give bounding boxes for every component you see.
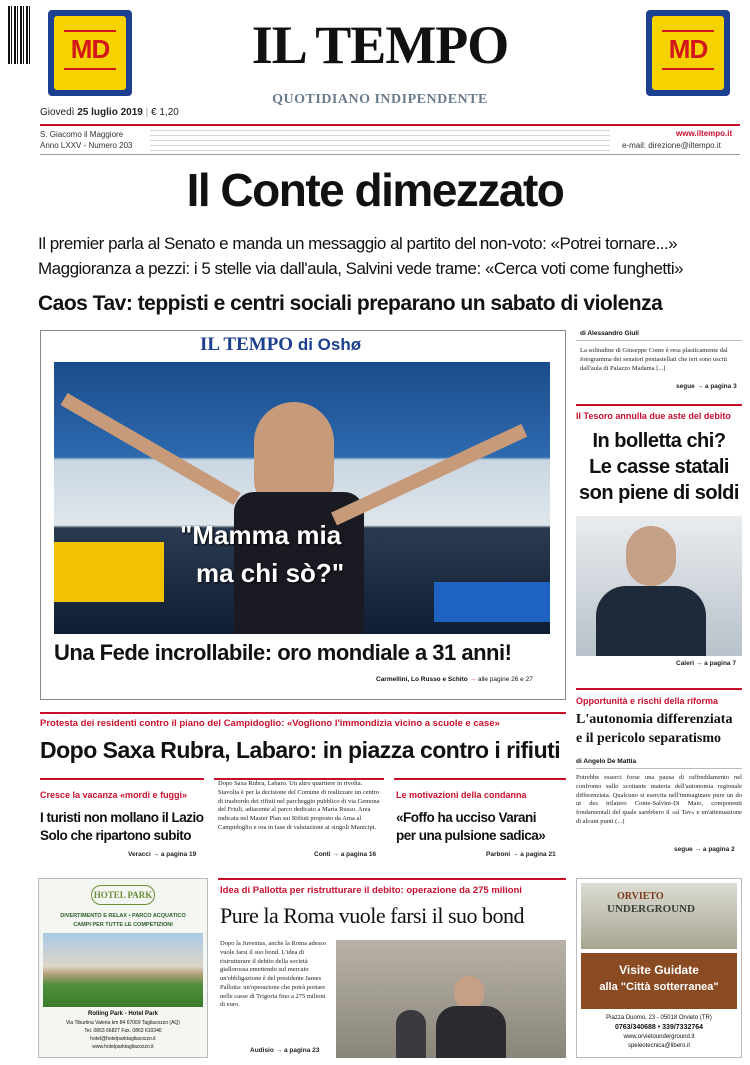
- photo-sign: [54, 542, 164, 602]
- person-suit: [596, 586, 706, 656]
- hotel-address: Via Tiburtina Valeria km 84 67069 Tagliacozzo (AQ): [66, 1020, 180, 1026]
- divider: [40, 712, 566, 714]
- roma-photo[interactable]: [336, 940, 566, 1058]
- feature-headline[interactable]: Una Fede incrollabile: oro mondiale a 31 anni!: [54, 640, 512, 665]
- person-figure: [396, 1010, 426, 1058]
- hotel-line-2: CAMPI PER TUTTE LE COMPETIZIONI: [73, 922, 173, 928]
- lead-deck-3[interactable]: Caos Tav: teppisti e centri sociali preparano un sabato di violenza: [38, 292, 663, 315]
- md-ad-left[interactable]: [48, 10, 132, 96]
- feature-credits: Carmellini, Lo Russo e Schito → alle pagine 26 e 27: [376, 676, 533, 683]
- hotel-photo: [43, 933, 203, 1007]
- treasury-kicker: Il Tesoro annulla due aste del debito: [576, 411, 731, 421]
- divider: [576, 404, 742, 406]
- masthead-title: IL TEMPO: [251, 15, 509, 75]
- orvieto-brand-1: ORVIETO: [617, 891, 664, 902]
- autonomy-line-1[interactable]: L'autonomia differenziata: [576, 712, 733, 727]
- edition: Anno LXXV - Numero 203: [40, 141, 133, 150]
- autonomy-author: di Angelo De Mattia: [576, 758, 637, 765]
- orvieto-ad[interactable]: [576, 878, 742, 1058]
- treasury-line-1[interactable]: In bolletta chi?: [592, 430, 726, 452]
- saxa-headline[interactable]: Dopo Saxa Rubra, Labaro: in piazza contro i rifiuti: [40, 737, 561, 763]
- orvieto-line-2: alla "Città sotterranea": [599, 981, 719, 993]
- divider: [40, 778, 204, 780]
- orvieto-line-1: Visite Guidate: [619, 963, 699, 977]
- website-link[interactable]: www.iltempo.it: [676, 129, 733, 138]
- person-head: [626, 526, 676, 586]
- saint-of-day: S. Giacomo il Maggiore: [40, 130, 124, 139]
- hotel-ad[interactable]: [38, 878, 208, 1058]
- swimmer-arm: [61, 393, 241, 505]
- treasury-ref[interactable]: Caleri → a pagina 7: [676, 660, 736, 667]
- divider: [40, 154, 740, 155]
- lazio-line-1[interactable]: I turisti non mollano il Lazio: [40, 810, 204, 825]
- column-ref[interactable]: segue → a pagina 3: [676, 383, 737, 390]
- autonomy-ref[interactable]: segue → a pagina 2: [674, 846, 735, 853]
- varani-line-1[interactable]: «Foffo ha ucciso Varani: [396, 810, 537, 825]
- hotel-phone: Tel. 0863 66827 Fax. 0863 610346: [84, 1028, 162, 1034]
- divider: [394, 778, 566, 780]
- lazio-kicker: Cresce la vacanza «mordi e fuggi»: [40, 790, 188, 800]
- swimmer-arm: [331, 424, 527, 525]
- lazio-ref[interactable]: Veracci → a pagina 19: [128, 851, 197, 858]
- feature-quote-2: ma chi sò?": [196, 558, 345, 588]
- barcode: [8, 6, 30, 64]
- lead-deck-2: Maggioranza a pezzi: i 5 stelle via dall'aula, Salvini vede trame: «Cerca voti come funghetti»: [38, 259, 684, 278]
- divider: [576, 340, 742, 341]
- divider: [40, 124, 740, 126]
- hotel-logo: HOTEL PARK: [91, 885, 155, 905]
- swimmer-figure: [254, 402, 334, 502]
- roma-text: Dopo la Juventus, anche la Roma adesso vuole farsi il suo bond. L'idea di ristrutturare il debito della società giallorossa emettendo sul mercato un'obbligazione è del presidente James Pallotta: un'operazione che potrà portare nelle casse di Trigoria fino a 275 milioni di euro.: [220, 940, 326, 1009]
- rifiuti-text: Dopo Saxa Rubra, Labaro. Un altro quartiere in rivolta. Stavolta è per la decisione del Comune di realizzare un centro di trasbordo dei rifiuti nel parcheggio pubblico di via Gemona del Friuli, adiacente al parco dedicato a Marta Russo. Area indicata nel Master Plan sui Rifiuti proposto da Ama al Campidoglio e ora in fase di valutazione ai singoli Municipi.: [218, 780, 380, 831]
- person-suit: [436, 1006, 506, 1058]
- treasury-line-3[interactable]: son piene di soldi: [579, 482, 739, 504]
- autonomy-text: Potrebbe esserci forse una pausa di raffreddamento nel confronto sullo scottante materia dell'autonomia regionale differenziata. Qualcuno si esercita nell'immaginare pure un do ut des trilatero Conte-Salvini-Di Maio, componenti fondamentali del quale sarebbero il «sì Tav» e un'attenuazione di alcuni punti (...): [576, 774, 742, 825]
- email-link[interactable]: e-mail: direzione@iltempo.it: [622, 141, 721, 150]
- lead-headline[interactable]: Il Conte dimezzato: [186, 164, 564, 216]
- treasury-line-2[interactable]: Le casse statali: [589, 456, 729, 478]
- orvieto-web[interactable]: www.orvietounderground.it: [623, 1034, 695, 1040]
- orvieto-phones: 0763/340688 • 339/7332764: [614, 1024, 704, 1031]
- orvieto-address: Piazza Duomo, 23 - 05018 Orvieto (TR): [606, 1015, 712, 1021]
- hotel-web[interactable]: www.hotelparktagliacozzo.it: [92, 1044, 154, 1050]
- divider: [576, 688, 742, 690]
- md-logo-right: MD: [668, 34, 708, 64]
- roma-ref[interactable]: Audisio → a pagina 23: [250, 1047, 320, 1054]
- md-logo-left: MD: [70, 34, 110, 64]
- treasury-photo[interactable]: [576, 516, 742, 656]
- issue-date: Giovedì 25 luglio 2019 | € 1,20: [40, 107, 179, 118]
- feature-quote-1: "Mamma mia: [180, 520, 342, 550]
- varani-ref[interactable]: Parboni → a pagina 21: [486, 851, 556, 858]
- lead-deck-1: Il premier parla al Senato e manda un messaggio al partito del non-voto: «Potrei tornare...»: [38, 234, 678, 253]
- saxa-kicker: Protesta dei residenti contro il piano del Campidoglio: «Vogliono l'immondizia vicino a scuole e case»: [40, 718, 500, 729]
- divider: [218, 878, 566, 880]
- column-author: di Alessandro Giuli: [580, 330, 639, 337]
- roma-kicker: Idea di Pallotta per ristrutturare il debito: operazione da 275 milioni: [220, 885, 522, 896]
- varani-kicker: Le motivazioni della condanna: [396, 790, 527, 800]
- hotel-line-1: DIVERTIMENTO E RELAX • PARCO ACQUATICO: [60, 913, 186, 919]
- feature-photo[interactable]: [54, 362, 550, 634]
- roma-headline[interactable]: Pure la Roma vuole farsi il suo bond: [220, 903, 525, 928]
- orvieto-brand-2: UNDERGROUND: [607, 903, 695, 915]
- lazio-line-2[interactable]: Solo che ripartono subito: [40, 828, 192, 843]
- orvieto-email[interactable]: speleotecnica@libero.it: [627, 1043, 691, 1049]
- hotel-name: Rolling Park - Hotel Park: [87, 1011, 159, 1017]
- masthead-subtitle: QUOTIDIANO INDIPENDENTE: [272, 92, 488, 107]
- photo-sign: [434, 582, 550, 622]
- autonomy-line-2[interactable]: e il pericolo separatismo: [576, 731, 722, 746]
- column-text: La solitudine di Giuseppe Conte è resa plasticamente dal fotogramma dei senatori pentastellati che ieri sono usciti dall'aula di Palazzo Madama [...]: [580, 347, 728, 372]
- feature-label: IL TEMPO di Oshø: [200, 334, 362, 355]
- editorial-info-block: [150, 130, 610, 152]
- varani-line-2[interactable]: per una pulsione sadica»: [396, 828, 546, 843]
- autonomy-kicker: Opportunità e rischi della riforma: [576, 696, 719, 706]
- rifiuti-ref[interactable]: Conti → a pagina 16: [314, 851, 377, 858]
- hotel-email[interactable]: hotel@hotelparktagliacozzo.it: [90, 1036, 156, 1042]
- md-ad-right[interactable]: [646, 10, 730, 96]
- divider: [576, 768, 742, 769]
- person-head: [454, 976, 484, 1010]
